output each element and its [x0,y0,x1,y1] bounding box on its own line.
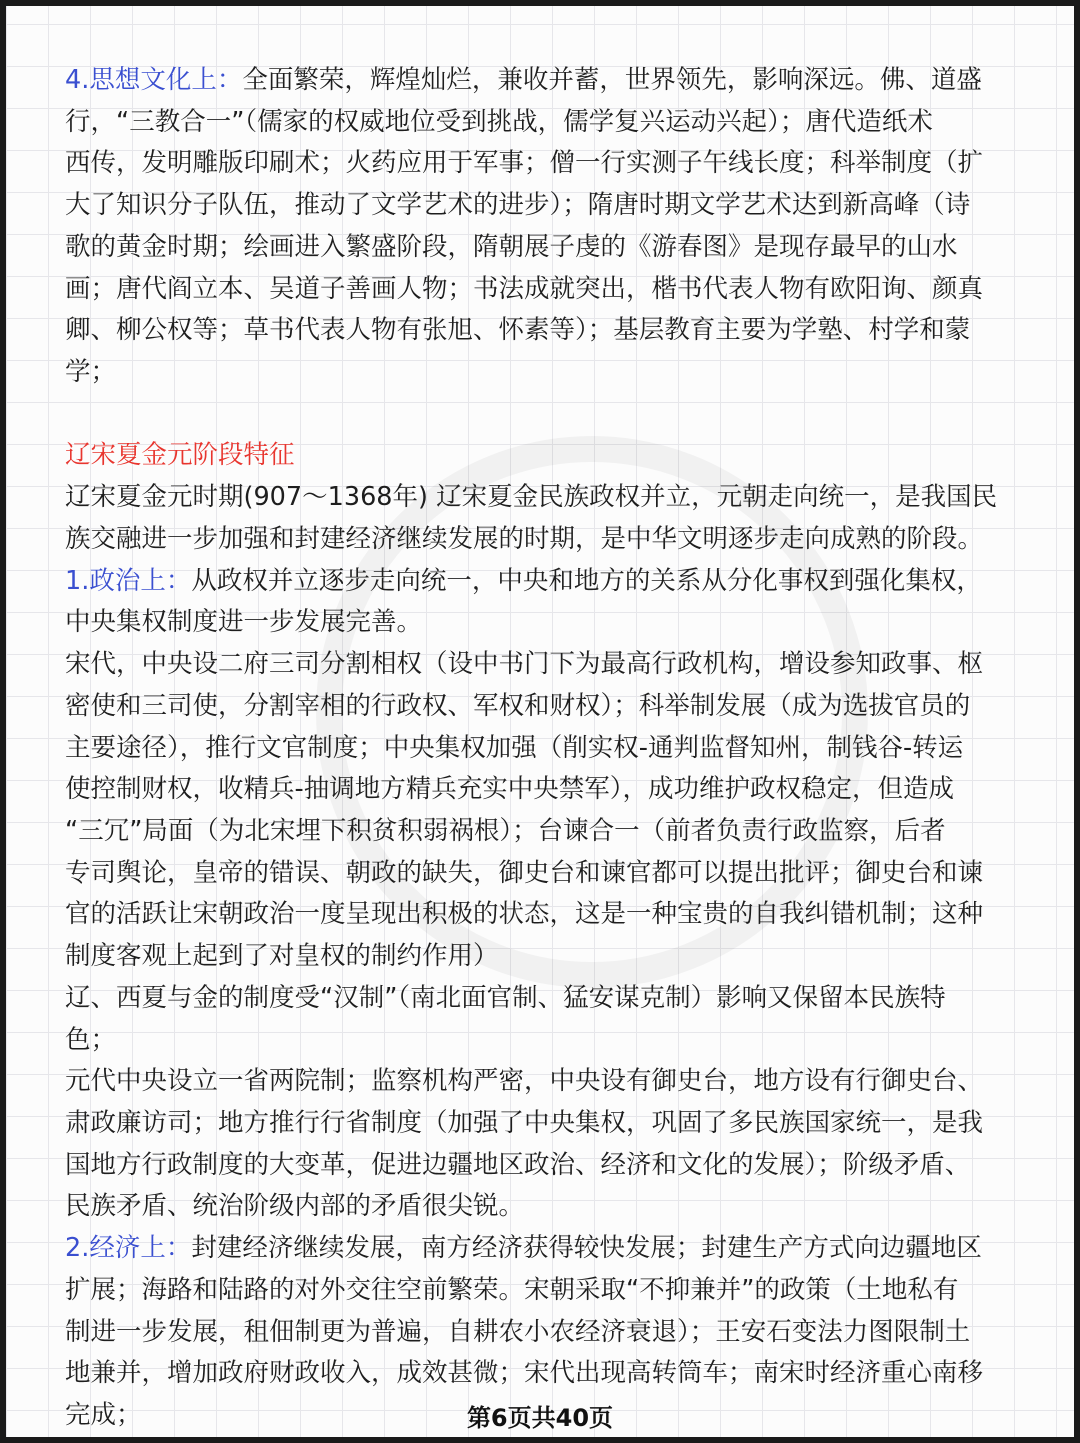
text-line [65,1019,116,1061]
text-line [65,1352,983,1394]
page-indicator: 第6页共40页 [466,1404,614,1432]
text-line [65,601,422,643]
line-text: 地兼并，增加政府财政收入，成效甚微；宋代出现高转筒车；南宋时经济重心南移 [65,1358,984,1389]
subheading-label: 1.政治上： [65,565,192,596]
line-text: 色； [65,1024,117,1055]
text-line [65,184,970,226]
section-title: 辽宋夏金元阶段特征 [65,440,295,471]
text-line [65,1144,970,1186]
line-text: 完成； [65,1400,142,1431]
line-text: 民族矛盾、统治阶级内部的矛盾很尖锐。 [65,1191,525,1222]
text-line [65,727,963,769]
text-line [65,810,946,852]
text-line [65,101,933,143]
text-line [65,351,116,393]
line-text: 元代中央设立一省两院制；监察机构严密，中央设有御史台，地方设有行御史台、 [65,1066,984,1097]
text-line [65,59,982,101]
line-text: 制度客观上起到了对皇权的制约作用） [65,941,499,972]
text-line [65,226,958,268]
text-line [65,893,983,935]
text-line [65,309,970,351]
line-text: 族交融进一步加强和封建经济继续发展的时期，是中华文明逐步走向成熟的阶段。 [65,523,984,554]
line-text: 行，“三教合一”（儒家的权威地位受到挑战，儒学复兴运动兴起）；唐代造纸术 [65,106,933,137]
line-text: 制进一步发展，租佃制更为普遍，自耕农小农经济衰退）；王安石变法力图限制土 [65,1316,971,1347]
line-text: 主要途径），推行文官制度；中央集权加强（削实权-通判监督知州，制钱谷-转运 [65,732,964,763]
text-line [65,268,983,310]
line-text: 全面繁荣，辉煌灿烂，兼收并蓄，世界领先，影响深远。佛、道盛 [242,65,982,95]
text-line [65,935,499,977]
text-line [65,768,954,810]
text-line [65,560,982,602]
line-text: “三冗”局面（为北宋埋下积贫积弱祸根）；台谏合一（前者负责行政监察，后者 [65,815,946,846]
text-line [65,476,997,518]
line-text: 画；唐代阎立本、吴道子善画人物；书法成就突出，楷书代表人物有欧阳询、颜真 [65,273,984,304]
text-line [65,685,970,727]
line-text: 封建经济继续发展，南方经济获得较快发展；封建生产方式向边疆地区 [191,1233,982,1264]
line-text: 学； [65,357,117,388]
document-page [6,6,1074,1437]
text-line [65,1269,958,1311]
line-text: 使控制财权，收精兵-抽调地方精兵充实中央禁军），成功维护政权稳定，但造成 [65,774,954,805]
line-text: 卿、柳公权等；草书代表人物有张旭、怀素等）；基层教育主要为学塾、村学和蒙 [65,315,971,346]
line-text: 中央集权制度进一步发展完善。 [65,607,423,638]
line-text: 官的活跃让宋朝政治一度呈现出积极的状态，这是一种宝贵的自我纠错机制；这种 [65,899,984,930]
text-line [65,852,983,894]
line-text: 辽、西夏与金的制度受“汉制”（南北面官制、猛安谋克制）影响又保留本民族特 [65,982,946,1013]
text-line [65,142,983,184]
line-text: 肃政廉访司；地方推行行省制度（加强了中央集权，巩固了多民族国家统一，是我 [65,1108,984,1138]
subheading-label: 2.经济上： [65,1233,192,1264]
line-text: 专司舆论，皇帝的错误、朝政的缺失，御史台和谏官都可以提出批评；御史台和谏 [65,857,984,888]
text-line [65,1185,524,1227]
text-line [65,1227,982,1269]
text-line [65,977,946,1019]
line-text: 密使和三司使，分割宰相的行政权、军权和财权）；科举制发展（成为选拔官员的 [65,690,971,721]
line-text: 宋代，中央设二府三司分割相权（设中书门下为最高行政机构，增设参知政事、枢 [65,649,984,680]
line-text: 扩展；海路和陆路的对外交往空前繁荣。宋朝采取“不抑兼并”的政策（土地私有 [65,1274,959,1305]
line-text: 辽宋夏金元时期(907～1368年) 辽宋夏金民族政权并立，元朝走向统一，是我国民 [65,482,998,513]
line-text: 歌的黄金时期；绘画进入繁盛阶段，隋朝展子虔的《游春图》是现存最早的山水 [65,231,958,262]
text-line [65,643,983,685]
text-line [65,1311,970,1353]
text-line [65,1060,983,1102]
line-text: 国地方行政制度的大变革，促进边疆地区政治、经济和文化的发展）；阶级矛盾、 [65,1149,971,1180]
subheading-label: 4.思想文化上： [65,65,243,95]
line-text: 大了知识分子队伍，推动了文学艺术的进步）；隋唐时期文学艺术达到新高峰（诗 [65,190,971,221]
text-line [65,518,983,560]
line-text: 从政权并立逐步走向统一，中央和地方的关系从分化事权到强化集权， [191,565,982,596]
text-line [65,1102,983,1144]
line-text: 西传，发明雕版印刷术；火药应用于军事；僧一行实测子午线长度；科举制度（扩 [65,148,984,179]
